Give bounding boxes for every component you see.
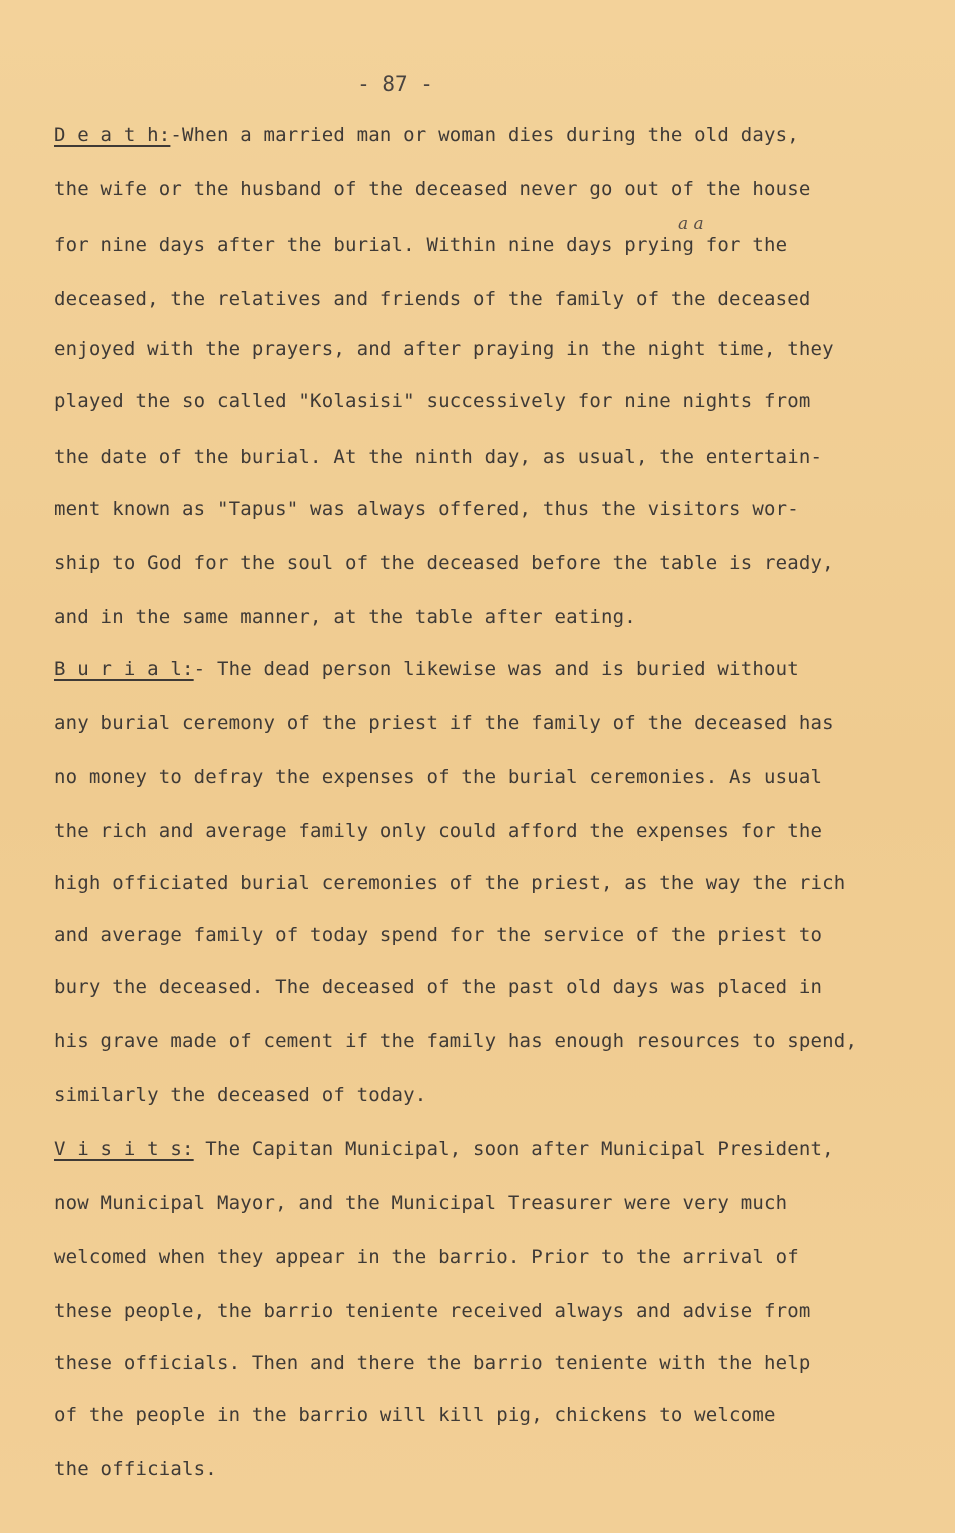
text-line (54, 1246, 799, 1268)
text-line (54, 1404, 776, 1426)
text-line (54, 658, 799, 680)
text-line (54, 288, 811, 310)
handwritten-annotation: a a (678, 214, 704, 234)
line-text: these people, the barrio teniente received always and advise from (54, 1300, 811, 1322)
text-line (54, 498, 799, 520)
line-text: the wife or the husband of the deceased never go out of the house (54, 178, 811, 200)
line-text: ment known as "Tapus" was always offered, thus the visitors wor- (54, 498, 799, 520)
line-text: welcomed when they appear in the barrio. Prior to the arrival of (54, 1246, 799, 1268)
line-text: the rich and average family only could afford the expenses for the (54, 820, 823, 842)
section-heading: B u r i a l: (54, 658, 194, 680)
line-text: high officiated burial ceremonies of the priest, as the way the rich (54, 872, 846, 894)
text-line (54, 820, 822, 842)
text-line (54, 1084, 426, 1106)
text-line (54, 338, 834, 360)
text-line (54, 1138, 834, 1160)
line-text: similarly the deceased of today. (54, 1084, 427, 1106)
line-text: these officials. Then and there the barrio teniente with the help (54, 1352, 811, 1374)
line-text: the date of the burial. At the ninth day, as usual, the entertain- (54, 446, 823, 468)
text-line (54, 606, 636, 628)
line-text: and average family of today spend for the service of the priest to (54, 924, 823, 946)
line-text: played the so called "Kolasisi" successively for nine nights from (54, 390, 811, 412)
line-text: bury the deceased. The deceased of the past old days was placed in (54, 976, 823, 998)
line-text: ship to God for the soul of the deceased before the table is ready, (54, 552, 834, 574)
text-line (54, 124, 799, 146)
line-text: and in the same manner, at the table after eating. (54, 606, 636, 628)
section-heading: D e a t h: (54, 124, 171, 146)
text-line (54, 976, 822, 998)
line-text: now Municipal Mayor, and the Municipal Treasurer were very much (54, 1192, 788, 1214)
line-text: - The dead person likewise was and is buried without (193, 658, 799, 680)
text-line (54, 924, 822, 946)
text-line (54, 390, 811, 412)
text-line (54, 1352, 811, 1374)
line-text: any burial ceremony of the priest if the family of the deceased has (54, 712, 834, 734)
line-text: for nine days after the burial. Within nine days prying for the (54, 234, 788, 256)
line-text: The Capitan Municipal, soon after Municipal President, (193, 1138, 834, 1160)
section-heading: V i s i t s: (54, 1138, 194, 1160)
text-line (54, 766, 822, 788)
line-text: -When a married man or woman dies during the old days, (170, 124, 799, 146)
text-line (54, 712, 834, 734)
text-line (54, 178, 811, 200)
line-text: deceased, the relatives and friends of the family of the deceased (54, 288, 811, 310)
text-line (54, 1030, 857, 1052)
line-text: of the people in the barrio will kill pig, chickens to welcome (54, 1404, 776, 1426)
text-line (54, 552, 834, 574)
text-line (54, 1458, 217, 1480)
text-line (54, 1192, 787, 1214)
line-text: enjoyed with the prayers, and after praying in the night time, they (54, 338, 834, 360)
page-number: - 87 - (357, 72, 433, 96)
text-line (54, 1300, 811, 1322)
line-text: no money to defray the expenses of the burial ceremonies. As usual (54, 766, 823, 788)
text-line (54, 446, 822, 468)
text-line (54, 872, 845, 894)
line-text: his grave made of cement if the family has enough resources to spend, (54, 1030, 858, 1052)
text-line (54, 234, 787, 256)
line-text: the officials. (54, 1458, 217, 1480)
